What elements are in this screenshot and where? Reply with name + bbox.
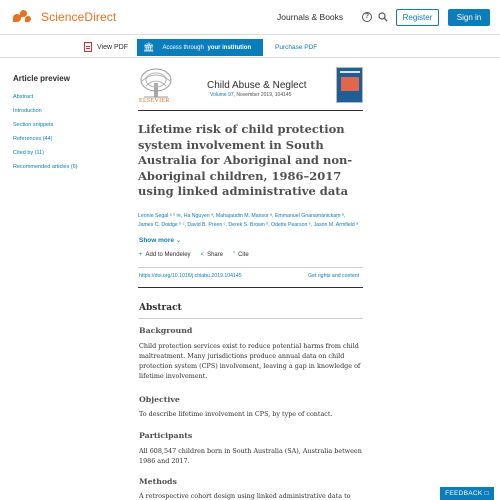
register-button[interactable]: Register xyxy=(396,9,439,26)
view-pdf-button[interactable] xyxy=(84,42,128,52)
nav-introduction[interactable]: Introduction xyxy=(13,108,42,114)
cite-button[interactable] xyxy=(233,252,249,258)
objective-heading: Objective xyxy=(139,395,180,404)
share-button[interactable] xyxy=(201,252,224,258)
access-label: Access through xyxy=(162,44,204,51)
plus-icon: + xyxy=(139,252,143,258)
sciencedirect-logo-icon xyxy=(11,8,35,26)
author-line[interactable]: Leonie Segal ᵃ ᵇ ✉, Ha Nguyen ᵃ, Mahajaudin M. Mansor ᵃ, Emmanuel Gnanamanickam ᵃ, xyxy=(138,213,346,219)
pdf-icon xyxy=(84,42,92,52)
chat-icon: □ xyxy=(484,490,489,497)
divider xyxy=(138,267,363,268)
divider xyxy=(138,287,363,288)
author-line[interactable]: James C. Doidge ᵇ ᶜ, David B. Preen ᶜ, Derek S. Brown ᵈ, Odette Pearson ᵉ, Jason M. Armfield ᵃ xyxy=(138,222,359,228)
add-to-mendeley-button[interactable] xyxy=(139,252,191,258)
purchase-pdf-link[interactable]: Purchase PDF xyxy=(275,44,318,51)
quote-icon: ” xyxy=(233,252,236,258)
share-label: Share xyxy=(207,252,224,258)
access-through-institution-button[interactable] xyxy=(137,39,263,56)
author-list xyxy=(138,212,366,230)
search-icon[interactable] xyxy=(378,12,388,22)
rights-link[interactable]: Get rights and content xyxy=(308,273,360,279)
help-icon[interactable]: ? xyxy=(362,12,372,22)
nav-abstract[interactable]: Abstract xyxy=(13,94,34,100)
divider xyxy=(138,110,363,111)
share-icon: < xyxy=(200,252,205,258)
journal-title-link[interactable]: Child Abuse & Neglect xyxy=(207,80,307,91)
view-pdf-label: View PDF xyxy=(97,43,128,51)
feedback-label: FEEDBACK xyxy=(445,490,483,497)
journal-cover-image[interactable] xyxy=(336,67,363,103)
abstract-heading: Abstract xyxy=(139,303,182,313)
doi-link[interactable]: https://doi.org/10.1016/j.chiabu.2019.104145 xyxy=(139,273,242,279)
sciencedirect-logo[interactable] xyxy=(11,8,116,26)
site-header xyxy=(0,0,500,35)
methods-text: A retrospective cohort design using linked administrative data to xyxy=(139,492,351,500)
article-preview-heading: Article preview xyxy=(13,74,70,83)
sign-in-button[interactable]: Sign in xyxy=(448,9,490,26)
article-action-bar xyxy=(0,36,500,58)
nav-references[interactable]: References (44) xyxy=(13,136,53,142)
volume-link[interactable]: Volume 97 xyxy=(210,92,234,98)
objective-text: To describe lifetime involvement in CPS, by type of contact. xyxy=(139,410,333,418)
mendeley-label: Add to Mendeley xyxy=(145,252,191,258)
access-label-bold: your institution xyxy=(207,44,252,51)
nav-cited-by[interactable]: Cited by (11) xyxy=(13,150,45,156)
volume-date: , November 2019, 104145 xyxy=(233,92,292,98)
journals-and-books-link[interactable]: Journals & Books xyxy=(277,12,344,22)
institution-icon: 🏛 xyxy=(143,42,155,52)
divider xyxy=(138,318,363,319)
background-heading: Background xyxy=(139,326,193,335)
article-tools xyxy=(139,252,249,258)
article-title: Lifetime risk of child protection system involvement in South Australia for Aboriginal and non-Aboriginal children, 1986–2017 using linked administrative data xyxy=(138,122,353,199)
nav-recommended-articles[interactable]: Recommended articles (6) xyxy=(13,164,78,170)
chevron-down-icon: ⌄ xyxy=(175,237,182,244)
participants-heading: Participants xyxy=(139,431,193,440)
background-text: Child protection services exist to reduce potential harms from child maltreatment. Many jurisdictions produce annual data on child protection system (CPS) involvement, leaving a gap in knowledge of lifetime involvement. xyxy=(139,342,361,380)
cite-label: Cite xyxy=(238,252,249,258)
show-more-button[interactable] xyxy=(139,236,181,244)
feedback-button[interactable] xyxy=(440,487,494,500)
methods-heading: Methods xyxy=(139,477,177,486)
article-preview-nav xyxy=(13,92,78,176)
publisher-name: ELSEVIER xyxy=(139,98,170,104)
show-more-label: Show more xyxy=(139,237,175,244)
nav-section-snippets[interactable]: Section snippets xyxy=(13,122,54,128)
journal-volume xyxy=(210,92,291,98)
logo-text: ScienceDirect xyxy=(41,10,117,24)
participants-text: All 608,547 children born in South Australia (SA), Australia between 1986 and 2017. xyxy=(139,447,362,465)
